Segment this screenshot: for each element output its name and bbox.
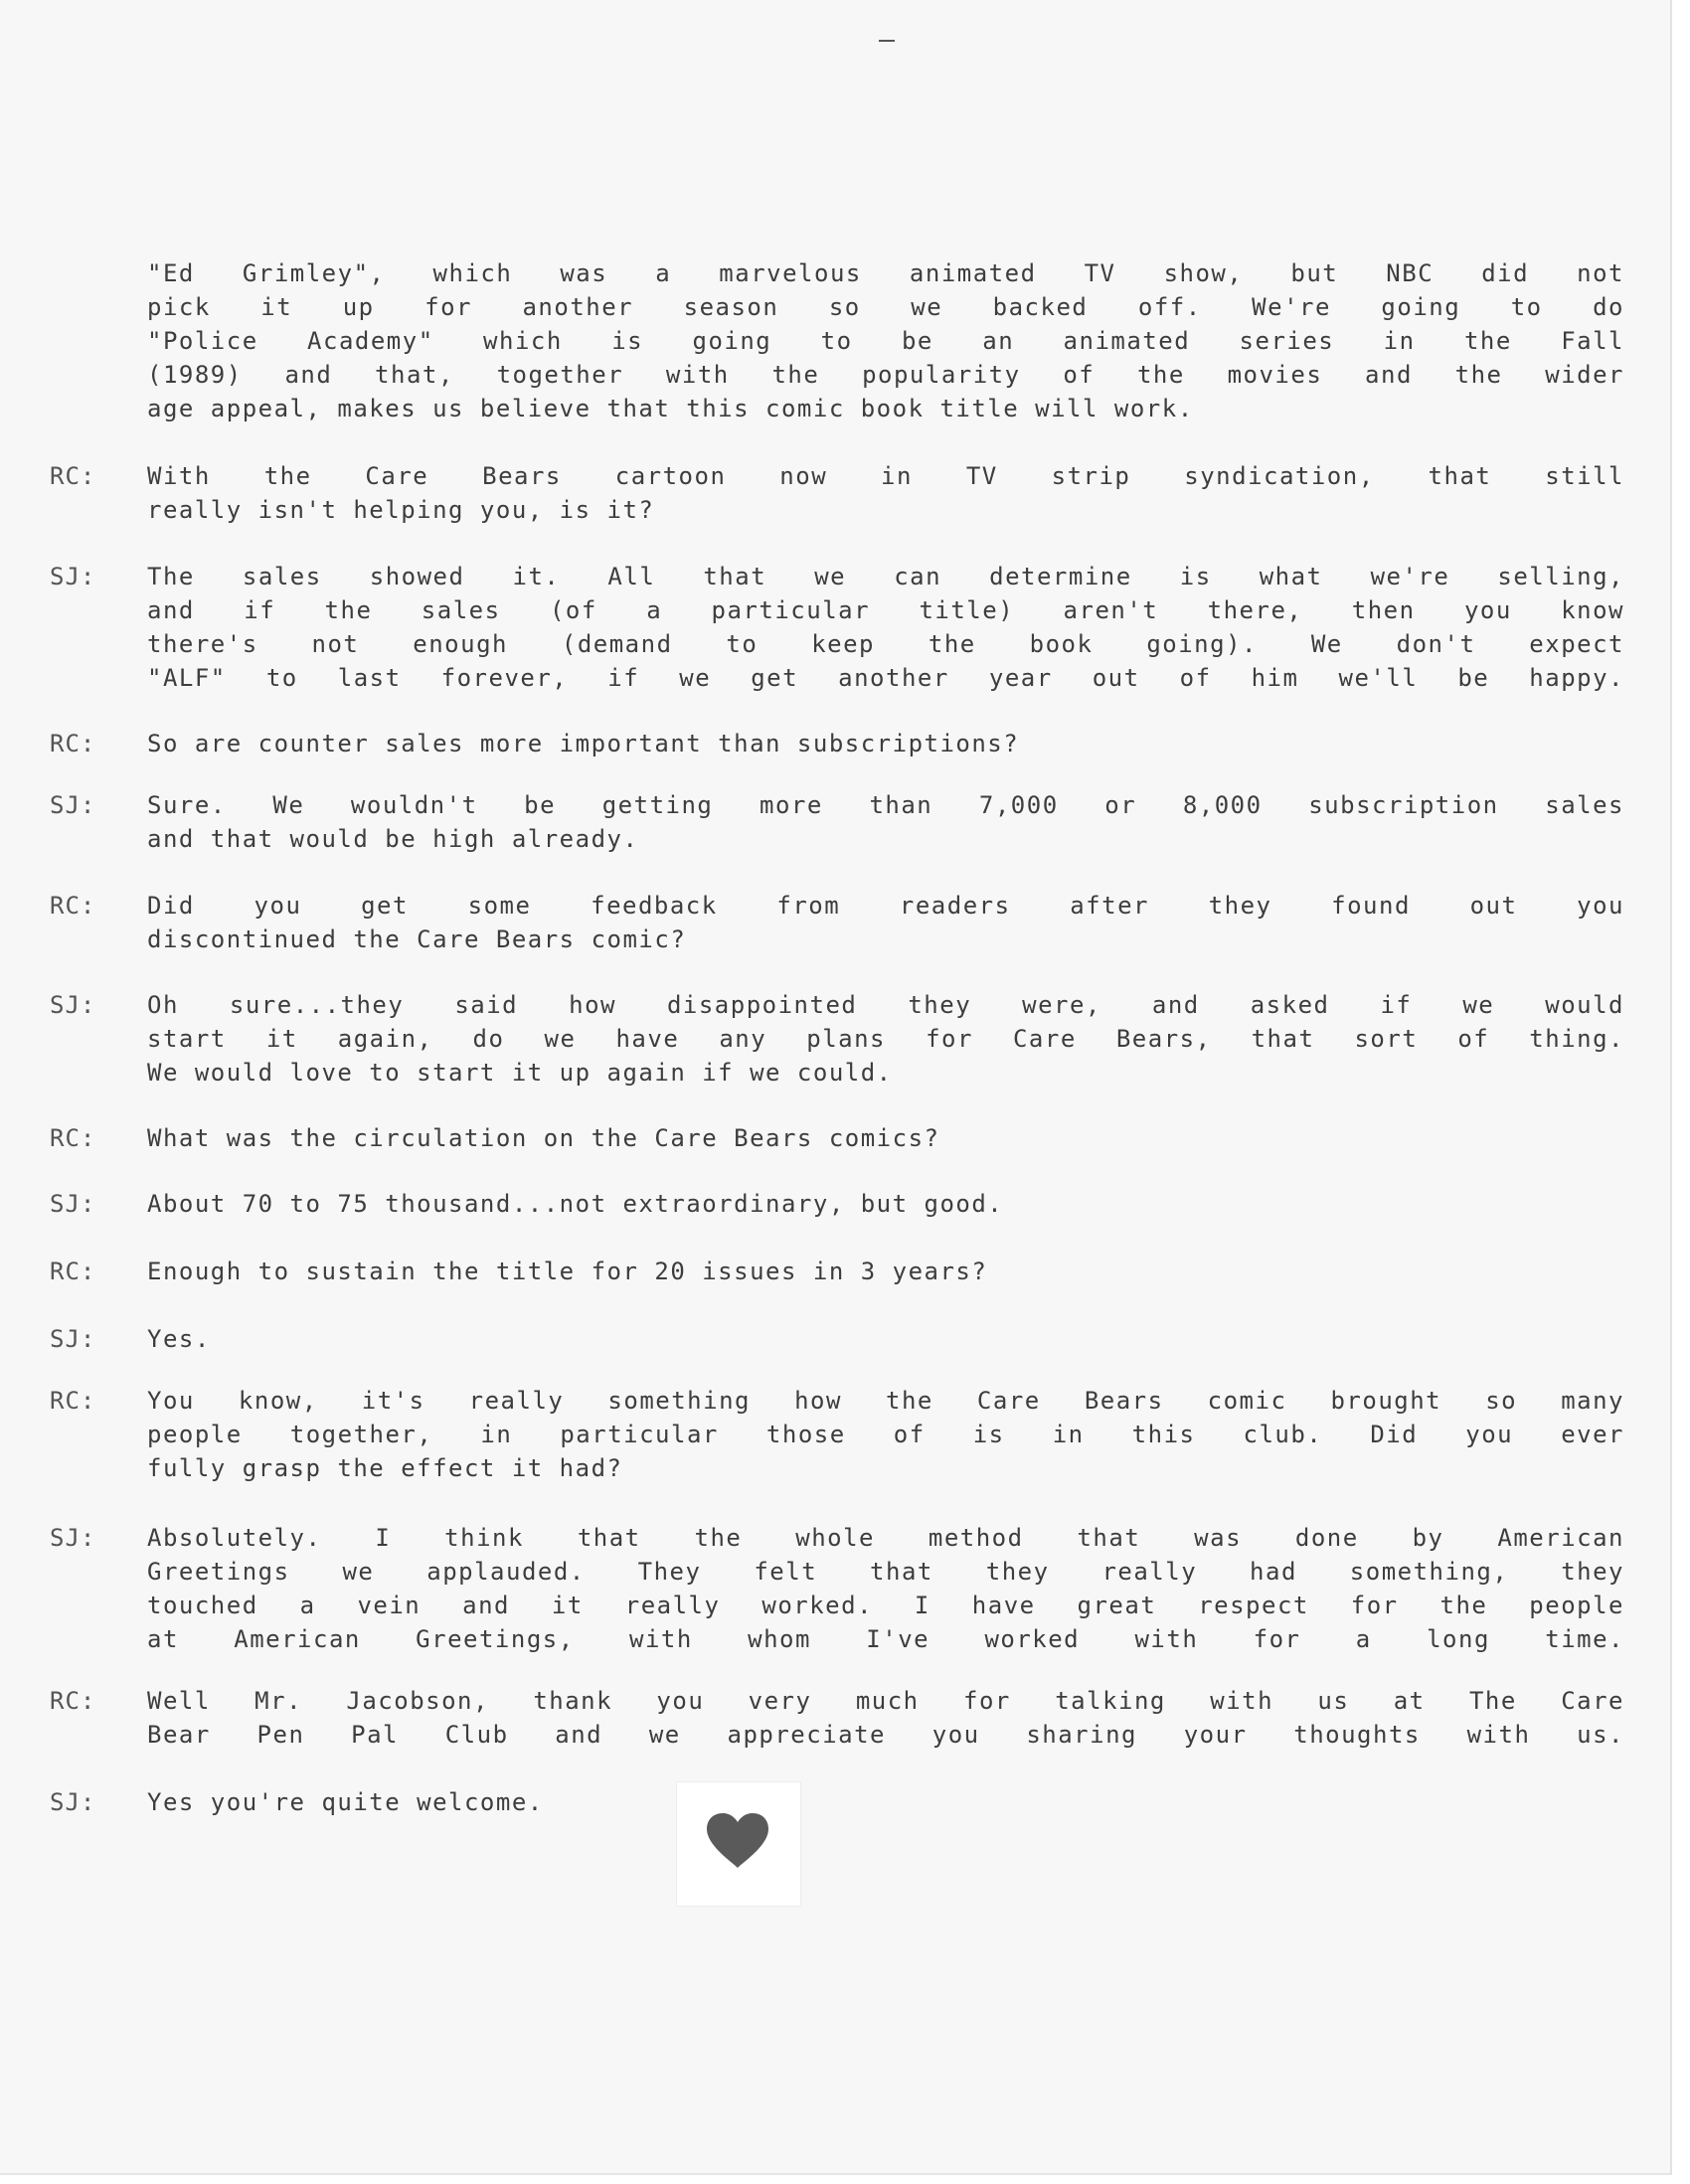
dialogue-entry <box>0 1684 1670 1752</box>
text-line: Bear Pen Pal Club and we appreciate you sharing your thoughts with us. <box>147 1721 1624 1749</box>
dialogue-entry <box>0 727 1670 760</box>
speaker-label: RC: <box>50 1258 96 1285</box>
text-line: Sure. We wouldn't be getting more than 7,000 or 8,000 subscription sales <box>147 791 1624 819</box>
dialogue-entry <box>0 889 1670 956</box>
speaker-label: RC: <box>50 730 96 757</box>
dialogue-entry <box>0 1255 1670 1288</box>
text-line: and that would be high already. <box>147 825 639 853</box>
text-line: Enough to sustain the title for 20 issues in 3 years? <box>147 1258 988 1285</box>
text-line: Well Mr. Jacobson, thank you very much for talking with us at The Care <box>147 1687 1624 1715</box>
text-line: at American Greetings, with whom I've worked with for a long time. <box>147 1625 1624 1653</box>
dialogue-entry <box>0 1384 1670 1485</box>
text-line: About 70 to 75 thousand...not extraordinary, but good. <box>147 1190 1004 1218</box>
speaker-label: SJ: <box>50 1524 96 1552</box>
text-line: Yes. <box>147 1325 211 1353</box>
dialogue-entry <box>0 788 1670 856</box>
speaker-label: RC: <box>50 1687 96 1715</box>
text-line: discontinued the Care Bears comic? <box>147 925 687 953</box>
dialogue-entry <box>0 560 1670 695</box>
text-line: Yes you're quite welcome. <box>147 1788 544 1816</box>
heart-sticker <box>676 1781 801 1907</box>
text-line: "Ed Grimley", which was a marvelous animated TV show, but NBC did not <box>147 259 1624 287</box>
text-line: people together, in particular those of is in this club. Did you ever <box>147 1421 1624 1448</box>
text-line: really isn't helping you, is it? <box>147 496 655 524</box>
text-line: What was the circulation on the Care Bears comics? <box>147 1124 940 1152</box>
dialogue-entry <box>0 988 1670 1090</box>
heart-icon <box>705 1812 770 1870</box>
speaker-label: SJ: <box>50 991 96 1019</box>
dialogue-entry <box>0 1121 1670 1155</box>
speaker-label: SJ: <box>50 1190 96 1218</box>
text-line: (1989) and that, together with the popularity of the movies and the wider <box>147 361 1624 389</box>
page-mark <box>879 40 895 42</box>
text-line: You know, it's really something how the Care Bears comic brought so many <box>147 1387 1624 1415</box>
speaker-label: RC: <box>50 1387 96 1415</box>
text-line: there's not enough (demand to keep the book going). We don't expect <box>147 630 1624 658</box>
speaker-label: SJ: <box>50 1325 96 1353</box>
text-line: We would love to start it up again if we could. <box>147 1059 893 1087</box>
text-line: Oh sure...they said how disappointed they were, and asked if we would <box>147 991 1624 1019</box>
text-line: fully grasp the effect it had? <box>147 1454 623 1482</box>
speaker-label: RC: <box>50 1124 96 1152</box>
text-line: start it again, do we have any plans for Care Bears, that sort of thing. <box>147 1025 1624 1053</box>
speaker-label: RC: <box>50 892 96 920</box>
text-line: The sales showed it. All that we can determine is what we're selling, <box>147 563 1624 590</box>
dialogue-entry <box>0 1785 1670 1819</box>
text-line: and if the sales (of a particular title) aren't there, then you know <box>147 596 1624 624</box>
dialogue-entry <box>0 1322 1670 1356</box>
text-line: pick it up for another season so we backed off. We're going to do <box>147 293 1624 321</box>
text-line: touched a vein and it really worked. I have great respect for the people <box>147 1592 1624 1619</box>
dialogue-entry <box>0 459 1670 527</box>
text-line: Greetings we applauded. They felt that they really had something, they <box>147 1558 1624 1586</box>
text-line: "Police Academy" which is going to be an animated series in the Fall <box>147 327 1624 355</box>
text-line: So are counter sales more important than subscriptions? <box>147 730 1020 757</box>
text-line: With the Care Bears cartoon now in TV strip syndication, that still <box>147 462 1624 490</box>
speaker-label: SJ: <box>50 791 96 819</box>
speaker-label: SJ: <box>50 563 96 590</box>
text-line: Did you get some feedback from readers after they found out you <box>147 892 1624 920</box>
speaker-label: SJ: <box>50 1788 96 1816</box>
dialogue-entry <box>0 1187 1670 1221</box>
intro-paragraph <box>0 256 1670 425</box>
speaker-label: RC: <box>50 462 96 490</box>
text-line: age appeal, makes us believe that this comic book title will work. <box>147 395 1194 422</box>
text-line: "ALF" to last forever, if we get another year out of him we'll be happy. <box>147 664 1624 692</box>
dialogue-entry <box>0 1521 1670 1656</box>
text-line: Absolutely. I think that the whole method that was done by American <box>147 1524 1624 1552</box>
